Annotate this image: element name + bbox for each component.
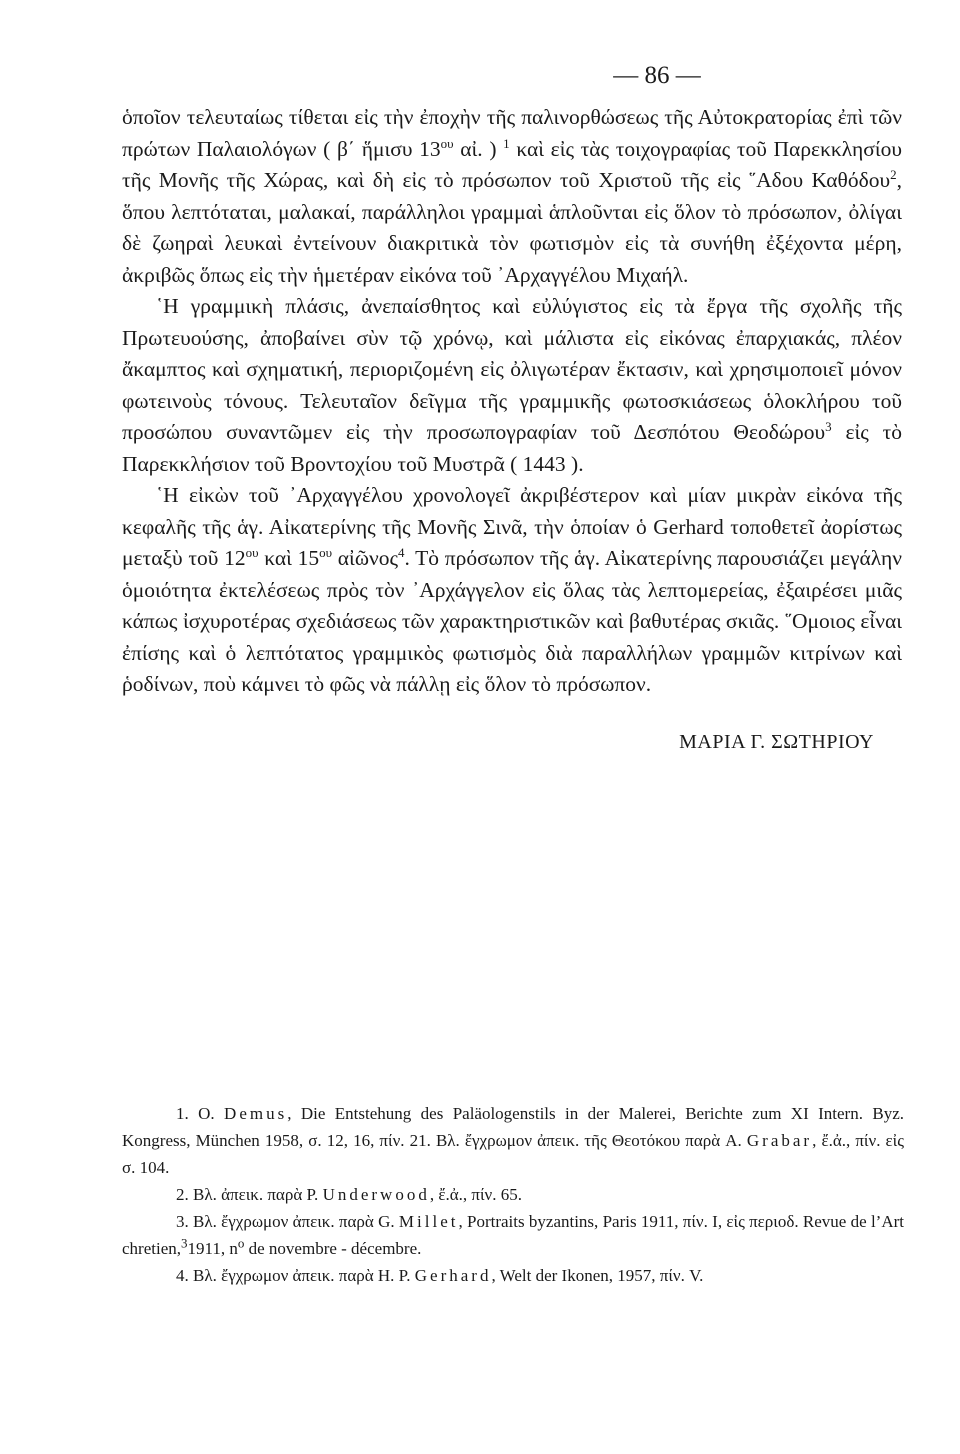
text-run: ῾Η εἰκὼν τοῦ ᾿Αρχαγγέλου χρονολογεῖ ἀκριβέστερον καὶ μίαν μικρὰν εἰκόνα τῆς κεφαλῆς τῆς ἁγ. Αἰκατερίνης τῆς Μονῆς Σινᾶ, τὴν ὁποίαν ὁ Gerhard τοποθετεῖ ἀορίστως μεταξὺ τοῦ 12 [122, 483, 902, 570]
text-run: αἰ. ) [453, 136, 504, 161]
text-run: 3. Βλ. ἔγχρωμον ἀπεικ. παρὰ G. [176, 1212, 399, 1231]
body-text [122, 102, 902, 701]
footnote [122, 1100, 904, 1181]
author-name: Grabar [746, 1131, 813, 1150]
text-run: 1911, n [187, 1239, 238, 1258]
text-run: καὶ εἰς τὰς τοιχογραφίας τοῦ Παρεκκλησίου τῆς Μονῆς τῆς Χώρας, καὶ δὴ εἰς τὸ πρόσωπον τοῦ Χριστοῦ τῆς εἰς ῞Αδου Καθόδου [122, 136, 902, 192]
superscript: ου [319, 544, 333, 560]
page-number: — 86 — [613, 62, 701, 89]
footnote [122, 1208, 904, 1262]
author-name: Millet [398, 1212, 459, 1231]
text-run: ῾Η γραμμικὴ πλάσις, ἀνεπαίσθητος καὶ εὐλύγιστος εἰς τὰ ἔργα τῆς σχολῆς τῆς Πρωτευούσης, ἀποβαίνει σὺν τῷ χρόνῳ, καὶ μάλιστα εἰς εἰκόνας ἐπαρχιακάς, πλέον ἄκαμπτος καὶ σχηματική, περιοριζομένη εἰς ὀλιγωτέραν ἔκτασιν, καὶ χρησιμοποιεῖ μόνον φωτεινοὺς τόνους. Τελευταῖον δεῖγμα τῆς γραμμικῆς φωτοσκιάσεως ὁλοκλήρου τοῦ προσώπου συναντῶμεν εἰς τὴν προσωπογραφίαν τοῦ Δεσπότου Θεοδώρου [122, 294, 902, 444]
text-run: αἰῶνος [332, 546, 398, 570]
text-run: , ἔ.ἀ., πίν. εἰς σ. 104. [122, 1131, 904, 1177]
superscript: 3 [825, 418, 832, 434]
paragraph [122, 102, 902, 291]
paragraph [122, 291, 902, 480]
text-run: 2. Βλ. ἀπεικ. παρὰ P. [176, 1185, 323, 1204]
superscript: ου [440, 135, 454, 151]
footnote [122, 1262, 904, 1289]
text-run: 4. Βλ. ἔγχρωμον ἀπεικ. παρὰ H. P. [176, 1266, 415, 1285]
author-name: Gerhard [414, 1266, 492, 1285]
text-run: καὶ 15 [258, 546, 320, 570]
text-run: 1. O. [176, 1104, 225, 1123]
author-signature: ΜΑΡΙΑ Γ. ΣΩΤΗΡΙΟΥ [679, 730, 874, 753]
text-run: . Τὸ πρόσωπον τῆς ἁγ. Αἰκατερίνης παρουσιάζει μεγάλην ὁμοιότητα ἐκτελέσεως πρὸς τὸν ᾿Αρχάγγελον εἰς ὅλας τὰς λεπτομερείας, ἐξαιρέσει μιᾶς κάπως ἰσχυροτέρας σχεδιάσεως τῶν χαρακτηριστικῶν καὶ βαθυτέρας σκιᾶς. ῞Ομοιος εἶναι ἐπίσης καὶ ὁ λεπτότατος γραμμικὸς φωτισμὸς διὰ παραλλήλων γραμμῶν κιτρίνων καὶ ῥοδίνων, ποὺ κάμνει τὸ φῶς νὰ πάλλῃ εἰς ὅλον τὸ πρόσωπον. [122, 546, 902, 696]
author-name: Underwood [322, 1185, 430, 1204]
text-run: , ἔ.ἀ., πίν. 65. [429, 1185, 522, 1204]
superscript: o [237, 1235, 245, 1251]
text-run: , Welt der Ikonen, 1957, πίν. V. [491, 1266, 704, 1285]
superscript: 1 [503, 135, 510, 151]
text-run: de novembre - décembre. [244, 1239, 422, 1258]
footnotes [122, 1100, 904, 1289]
superscript: 3 [181, 1235, 188, 1251]
paragraph [122, 480, 902, 701]
text-run: εἰς τὸ Παρεκκλήσιον τοῦ Βροντοχίου τοῦ Μυστρᾶ ( 1443 ). [122, 420, 902, 476]
text-run: , ὅπου λεπτόταται, μαλακαί, παράλληλοι γραμμαὶ ἁπλοῦνται εἰς ὅλον τὸ πρόσωπον, ὀλίγαι δὲ ζωηραὶ λευκαὶ ἐντείνουν διακριτικὰ τὸν φωτισμὸν εἰς τὰ συνήθη ἐξέχοντα μέρη, ἀκριβῶς ὅπως εἰς τὴν ἡμετέραν εἰκόνα τοῦ ᾿Αρχαγγέλου Μιχαήλ. [122, 168, 902, 287]
superscript: ου [245, 544, 259, 560]
page-content [122, 56, 902, 754]
text-run: , Portraits byzantins, Paris 1911, πίν. I, εἰς περιοδ. Revue de l’Art chretien, [122, 1212, 905, 1258]
text-run: ὁποῖον τελευταίως τίθεται εἰς τὴν ἐποχὴν τῆς παλινορθώσεως τῆς Αὐτοκρατορίας ἐπὶ τῶν πρώτων Παλαιολόγων ( β΄ ἥμισυ 13 [122, 105, 902, 161]
superscript: 4 [397, 544, 405, 560]
author-name: Demus [224, 1104, 288, 1123]
footnote [122, 1181, 904, 1208]
superscript: 2 [890, 166, 897, 182]
text-run: , Die Entstehung des Paläologenstils in der Malerei, Berichte zum XI Intern. Byz. Kongress, München 1958, σ. 12, 16, πίν. 21. Βλ. ἔγχρωμον ἀπεικ. τῆς Θεοτόκου παρὰ A. [122, 1104, 904, 1150]
